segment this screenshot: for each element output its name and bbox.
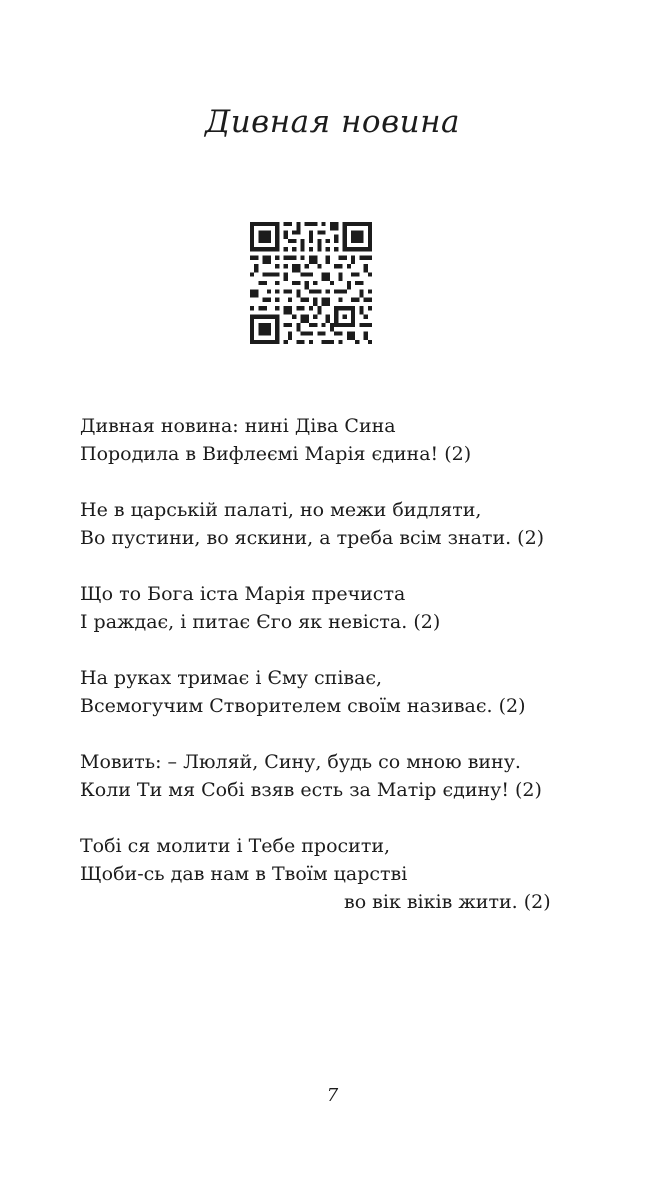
qr-code-graphic [250,222,372,344]
lyric-line: Во пустини, во яскини, а треба всім знати. (2) [80,527,545,549]
page-number: 7 [326,1085,339,1106]
lyric-line: Дивная новина: нині Діва Сина [80,415,396,437]
lyric-line: Щоби-сь дав нам в Твоїм царстві [80,863,408,885]
stanza [80,496,600,552]
stanza [80,580,600,636]
stanza [80,412,600,468]
lyric-line: Породила в Вифлеємі Марія єдина! (2) [80,443,472,465]
lyric-line: На руках тримає і Єму співає, [80,667,383,689]
lyric-line: Всемогучим Створителем своїм називає. (2) [80,695,526,717]
stanza [80,832,600,916]
qr-code [250,222,372,344]
lyric-line-continuation: во вік віків жити. (2) [344,891,551,913]
lyric-line: Коли Ти мя Собі взяв есть за Матір єдину! (2) [80,779,542,801]
lyric-line: Мовить: – Люляй, Сину, будь со мною вину. [80,751,521,773]
lyric-line: Тобі ся молити і Тебе просити, [80,835,391,857]
lyric-line: Що то Бога іста Марія пречиста [80,583,406,605]
stanza [80,664,600,720]
lyric-line: І раждає, і питає Єго як невіста. (2) [80,611,441,633]
song-title: Дивная новина [205,104,460,140]
lyrics [80,412,600,944]
lyric-line: Не в царській палаті, но межи бидляти, [80,499,482,521]
stanza [80,748,600,804]
